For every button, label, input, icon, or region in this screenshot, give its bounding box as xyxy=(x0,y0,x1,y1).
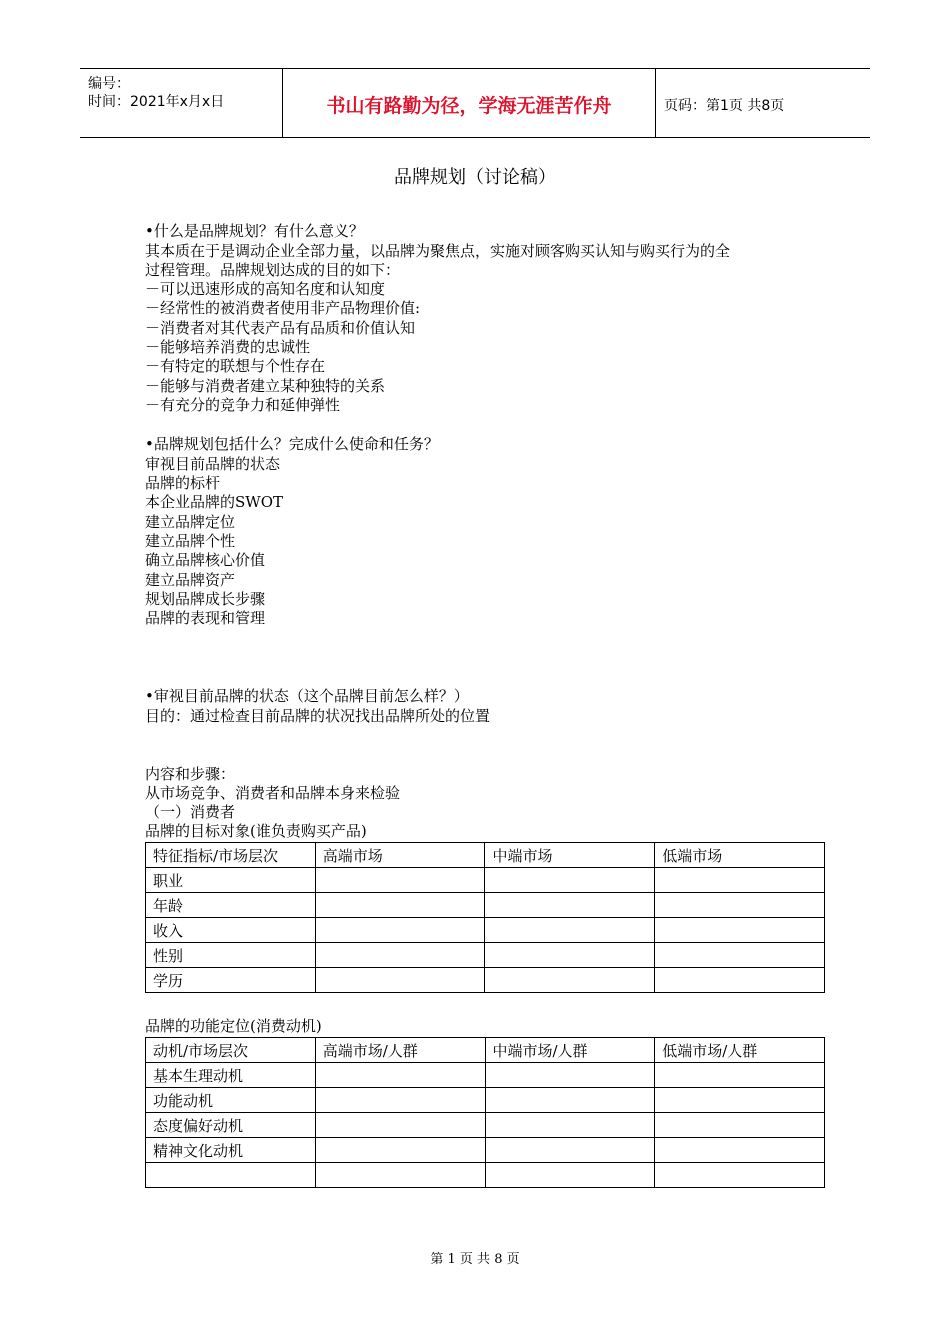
table-cell xyxy=(315,1163,485,1188)
table-cell xyxy=(655,868,825,893)
header-motto: 书山有路勤为径，学海无涯苦作舟 xyxy=(326,95,612,117)
table-cell xyxy=(655,1113,825,1138)
list-item: 本企业品牌的SWOT xyxy=(145,493,283,511)
list-item: 确立品牌核心价值 xyxy=(145,551,266,569)
row-label: 功能动机 xyxy=(146,1088,316,1113)
document-title: 品牌规划（讨论稿） xyxy=(394,167,556,188)
target-audience-table xyxy=(145,842,825,993)
row-label: 基本生理动机 xyxy=(146,1063,316,1088)
table-cell xyxy=(655,1138,825,1163)
table-cell xyxy=(655,1063,825,1088)
header-page-label: 页码：第1页 共8页 xyxy=(664,98,785,114)
section-heading: •品牌规划包括什么？完成什么使命和任务？ xyxy=(145,435,439,453)
table-row xyxy=(146,1163,825,1188)
table-cell xyxy=(315,968,485,993)
table-header-cell: 高端市场 xyxy=(315,843,485,868)
table-cell xyxy=(485,1088,655,1113)
table-cell xyxy=(315,1113,485,1138)
content-line: 从市场竞争、消费者和品牌本身来检验 xyxy=(145,784,401,802)
purpose-line: 目的：通过检查目前品牌的状况找出品牌所处的位置 xyxy=(145,707,491,725)
table-cell xyxy=(315,943,485,968)
paragraph-line: 其本质在于是调动企业全部力量，以品牌为聚焦点，实施对顾客购买认知与购买行为的全 xyxy=(145,242,731,260)
section-heading: •什么是品牌规划？有什么意义？ xyxy=(145,222,364,240)
row-label: 性别 xyxy=(146,943,316,968)
table-cell xyxy=(485,1163,655,1188)
row-label: 收入 xyxy=(146,918,316,943)
table-row xyxy=(146,918,825,943)
table-cell xyxy=(485,893,655,918)
table-cell xyxy=(485,968,655,993)
table-cell xyxy=(485,868,655,893)
list-item: －有特定的联想与个性存在 xyxy=(145,357,326,375)
row-label: 态度偏好动机 xyxy=(146,1113,316,1138)
list-item: －消费者对其代表产品有品质和价值认知 xyxy=(145,319,416,337)
table-header-cell: 高端市场/人群 xyxy=(315,1038,485,1063)
page-footer: 第 1 页 共 8 页 xyxy=(430,1252,520,1267)
table-cell xyxy=(485,1138,655,1163)
table-cell xyxy=(655,893,825,918)
table-header-cell: 低端市场 xyxy=(655,843,825,868)
table-cell xyxy=(485,1063,655,1088)
header-motto-cell xyxy=(282,69,656,137)
list-item: －可以迅速形成的高知名度和认知度 xyxy=(145,280,386,298)
table-cell xyxy=(315,1063,485,1088)
table-cell xyxy=(485,1113,655,1138)
row-label: 职业 xyxy=(146,868,316,893)
motivation-table xyxy=(145,1037,825,1188)
row-label: 精神文化动机 xyxy=(146,1138,316,1163)
header-meta-cell xyxy=(80,69,282,137)
table-header-cell: 低端市场/人群 xyxy=(655,1038,825,1063)
table-cell xyxy=(315,868,485,893)
row-label: 学历 xyxy=(146,968,316,993)
table-header-row xyxy=(146,1038,825,1063)
table-row xyxy=(146,1138,825,1163)
table-row xyxy=(146,943,825,968)
list-item: 品牌的标杆 xyxy=(145,474,221,492)
table-row xyxy=(146,893,825,918)
header-page-cell xyxy=(654,69,870,137)
table-cell xyxy=(315,1138,485,1163)
table-header-cell: 中端市场 xyxy=(485,843,655,868)
table-cell xyxy=(655,1088,825,1113)
row-label xyxy=(146,1163,316,1188)
list-item: 审视目前品牌的状态 xyxy=(145,455,281,473)
section-heading: •审视目前品牌的状态（这个品牌目前怎么样？） xyxy=(145,687,469,705)
table-header-row xyxy=(146,843,825,868)
sub-heading: （一）消费者 xyxy=(145,803,236,821)
table-cell xyxy=(485,918,655,943)
table-cell xyxy=(655,1163,825,1188)
list-item: 建立品牌个性 xyxy=(145,532,236,550)
document-time-label: 时间：2021年x月x日 xyxy=(88,94,225,110)
list-item: 建立品牌定位 xyxy=(145,513,236,531)
table-row xyxy=(146,1063,825,1088)
list-item: －能够培养消费的忠诚性 xyxy=(145,338,311,356)
content-label: 内容和步骤： xyxy=(145,765,236,783)
table-header-cell: 动机/市场层次 xyxy=(146,1038,316,1063)
table-row xyxy=(146,868,825,893)
table-caption: 品牌的功能定位(消费动机) xyxy=(145,1017,322,1035)
table-cell xyxy=(485,943,655,968)
table-header-cell: 中端市场/人群 xyxy=(485,1038,655,1063)
list-item: －经常性的被消费者使用非产品物理价值: xyxy=(145,299,421,317)
paragraph-line: 过程管理。品牌规划达成的目的如下： xyxy=(145,261,401,279)
table-header-cell: 特征指标/市场层次 xyxy=(146,843,316,868)
table-row xyxy=(146,968,825,993)
list-item: 品牌的表现和管理 xyxy=(145,609,266,627)
document-number-label: 编号： xyxy=(88,76,130,92)
table-row xyxy=(146,1088,825,1113)
list-item: －能够与消费者建立某种独特的关系 xyxy=(145,377,386,395)
table-cell xyxy=(655,943,825,968)
document-header xyxy=(80,68,870,138)
table-row xyxy=(146,1113,825,1138)
list-item: 建立品牌资产 xyxy=(145,571,236,589)
list-item: 规划品牌成长步骤 xyxy=(145,590,266,608)
table-cell xyxy=(655,968,825,993)
table-caption: 品牌的目标对象(谁负责购买产品) xyxy=(145,822,367,840)
table-cell xyxy=(655,918,825,943)
list-item: －有充分的竞争力和延伸弹性 xyxy=(145,396,341,414)
table-cell xyxy=(315,1088,485,1113)
row-label: 年龄 xyxy=(146,893,316,918)
table-cell xyxy=(315,893,485,918)
table-cell xyxy=(315,918,485,943)
